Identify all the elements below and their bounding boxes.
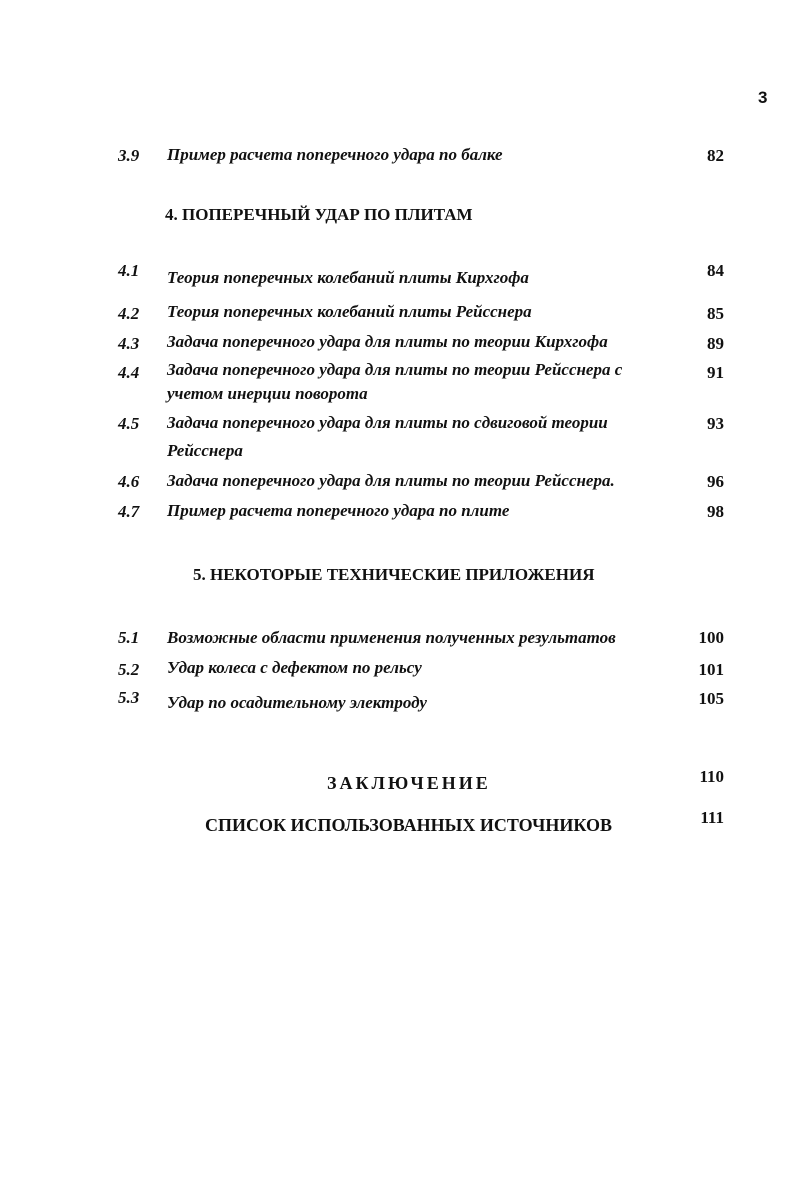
toc-entry-title[interactable]: Теория поперечных колебаний плиты Кирхгофа bbox=[167, 268, 529, 287]
references-heading[interactable]: СПИСОК ИСПОЛЬЗОВАННЫХ ИСТОЧНИКОВ bbox=[205, 815, 612, 835]
toc-entry-number: 5.3 bbox=[118, 688, 140, 707]
references-page: 111 bbox=[700, 808, 724, 827]
toc-entry-title[interactable]: Задача поперечного удара для плиты по сдвиговой теории Рейсснера bbox=[167, 413, 608, 460]
toc-entry-page: 82 bbox=[707, 146, 724, 165]
toc-entry-number: 3.9 bbox=[118, 146, 140, 165]
toc-entry-number: 4.3 bbox=[118, 334, 140, 353]
toc-entry-title[interactable]: Задача поперечного удара для плиты по теории Кирхгофа bbox=[167, 332, 608, 351]
toc-entry-title[interactable]: Пример расчета поперечного удара по балке bbox=[167, 145, 503, 164]
toc-entry-page: 105 bbox=[698, 689, 724, 708]
toc-entry-page: 100 bbox=[698, 628, 724, 647]
toc-entry-number: 4.7 bbox=[118, 502, 140, 521]
toc-entry-page: 96 bbox=[707, 472, 724, 491]
toc-entry-title[interactable]: Задача поперечного удара для плиты по теории Рейсснера. bbox=[167, 471, 615, 490]
toc-entry-page: 93 bbox=[707, 414, 724, 433]
toc-entry-number: 4.1 bbox=[118, 261, 140, 280]
toc-entry-page: 85 bbox=[707, 304, 724, 323]
toc-entry-page: 89 bbox=[707, 334, 724, 353]
toc-entry-number: 4.6 bbox=[118, 472, 140, 491]
toc-entry-title[interactable]: Задача поперечного удара для плиты по теории Рейсснера с учетом инерции поворота bbox=[167, 360, 623, 403]
toc-entry-page: 98 bbox=[707, 502, 724, 521]
toc-entry-number: 5.2 bbox=[118, 660, 140, 679]
section-heading-5: 5. НЕКОТОРЫЕ ТЕХНИЧЕСКИЕ ПРИЛОЖЕНИЯ bbox=[193, 565, 595, 584]
toc-entry-title[interactable]: Пример расчета поперечного удара по плите bbox=[167, 501, 510, 520]
toc-entry-page: 84 bbox=[707, 261, 724, 280]
toc-entry-page: 91 bbox=[707, 363, 724, 382]
toc-entry-title[interactable]: Удар колеса с дефектом по рельсу bbox=[167, 658, 422, 677]
toc-entry-number: 4.5 bbox=[118, 414, 140, 433]
section-heading-4: 4. ПОПЕРЕЧНЫЙ УДАР ПО ПЛИТАМ bbox=[165, 205, 473, 224]
toc-entry-number: 5.1 bbox=[118, 628, 140, 647]
toc-entry-title[interactable]: Теория поперечных колебаний плиты Рейсснера bbox=[167, 302, 532, 321]
toc-entry-title[interactable]: Удар по осадительному электроду bbox=[167, 693, 427, 712]
toc-entry-number: 4.4 bbox=[118, 363, 140, 382]
page-number: 3 bbox=[758, 88, 768, 107]
toc-entry-page: 101 bbox=[698, 660, 724, 679]
toc-entry-title[interactable]: Возможные области применения полученных результатов bbox=[167, 628, 616, 647]
conclusion-heading[interactable]: ЗАКЛЮЧЕНИЕ bbox=[327, 773, 491, 793]
conclusion-page: 110 bbox=[699, 767, 724, 786]
toc-entry-number: 4.2 bbox=[118, 304, 140, 323]
